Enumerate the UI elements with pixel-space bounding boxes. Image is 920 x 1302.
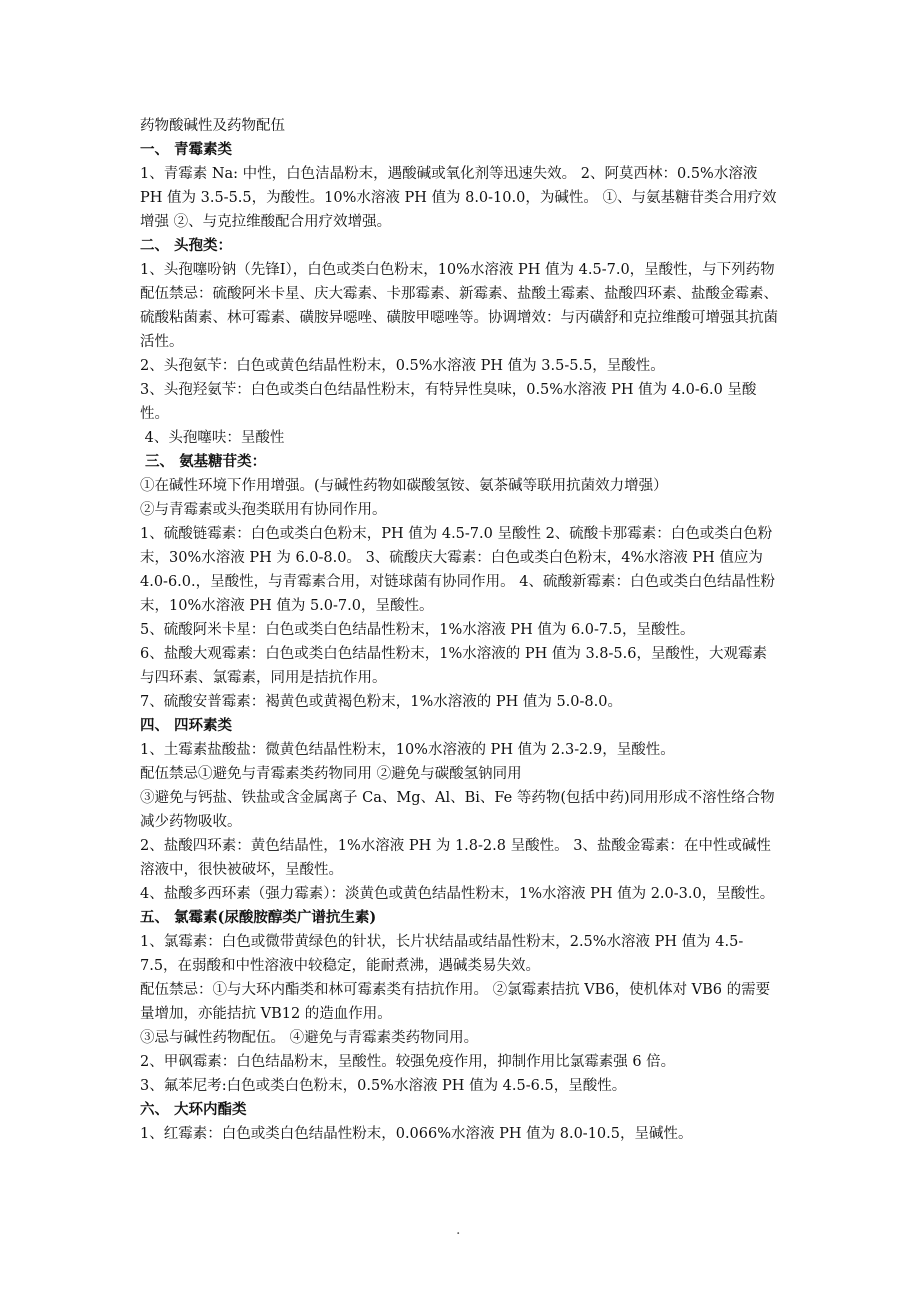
paragraph: ③忌与碱性药物配伍。 ④避免与青霉素类药物同用。 <box>140 1030 479 1046</box>
paragraph: 配伍禁忌：①与大环内酯类和林可霉素类有拮抗作用。 ②氯霉素拮抗 VB6，使机体对 VB6 的需要量增加，亦能拮抗 VB12 的造血作用。 <box>140 982 771 1022</box>
paragraph: 1、氯霉素：白色或微带黄绿色的针状，长片状结晶或结晶性粉末，2.5%水溶液 PH 值为 4.5-7.5，在弱酸和中性溶液中较稳定，能耐煮沸，遇碱类易失效。 <box>140 934 744 974</box>
paragraph: 1、硫酸链霉素：白色或类白色粉末，PH 值为 4.5-7.0 呈酸性 2、硫酸卡那霉素：白色或类白色粉末，30%水溶液 PH 为 6.0-8.0。 3、硫酸庆大霉素：白色或类白色粉末，4%水溶液 PH 值应为 4.0-6.0.，呈酸性，与青霉素合用，对链球菌有协同作用。 4、硫酸新霉素：白色或类白色结晶性粉末，10%水溶液 PH 值为 5.0-7.0，呈酸性。 <box>140 526 775 614</box>
paragraph: ①在碱性环境下作用增强。(与碱性药物如碳酸氢铵、氨茶碱等联用抗菌效力增强） <box>140 478 668 494</box>
section-heading-chloramphenicol: 五、 氯霉素(尿酸胺醇类广谱抗生素) <box>140 909 377 926</box>
paragraph: 2、甲砜霉素：白色结晶粉末，呈酸性。较强免疫作用，抑制作用比氯霉素强 6 倍。 <box>140 1054 676 1070</box>
paragraph: 4、盐酸多西环素（强力霉素）：淡黄色或黄色结晶性粉末，1%水溶液 PH 值为 2.0-3.0，呈酸性。 <box>140 886 775 902</box>
document-body <box>140 114 780 1146</box>
paragraph: 4、头孢噻呋：呈酸性 <box>140 430 285 446</box>
paragraph: 3、头孢羟氨苄：白色或类白色结晶性粉末，有特异性臭味，0.5%水溶液 PH 值为 4.0-6.0 呈酸性。 <box>140 382 757 422</box>
paragraph: 3、氟苯尼考:白色或类白色粉末，0.5%水溶液 PH 值为 4.5-6.5，呈酸性。 <box>140 1078 627 1094</box>
paragraph: ③避免与钙盐、铁盐或含金属离子 Ca、Mg、Al、Bi、Fe 等药物(包括中药)同用形成不溶性络合物减少药物吸收。 <box>140 790 775 830</box>
paragraph: 6、盐酸大观霉素：白色或类白色结晶性粉末，1%水溶液的 PH 值为 3.8-5.6，呈酸性，大观霉素与四环素、氯霉素，同用是拮抗作用。 <box>140 646 767 686</box>
page-footer-mark: . <box>456 1222 461 1238</box>
document-title: 药物酸碱性及药物配伍 <box>140 118 285 134</box>
paragraph: 配伍禁忌①避免与青霉素类药物同用 ②避免与碳酸氢钠同用 <box>140 766 522 782</box>
section-heading-penicillins: 一、 青霉素类 <box>140 141 233 158</box>
section-heading-tetracyclines: 四、 四环素类 <box>140 717 233 734</box>
paragraph: 1、头孢噻吩钠（先锋Ⅰ），白色或类白色粉末，10%水溶液 PH 值为 4.5-7.0，呈酸性，与下列药物配伍禁忌：硫酸阿米卡星、庆大霉素、卡那霉素、新霉素、盐酸土霉素、盐酸四环素、盐酸金霉素、硫酸粘菌素、林可霉素、磺胺异噁唑、磺胺甲噁唑等。协调增效：与丙磺舒和克拉维酸可增强其抗菌活性。 <box>140 262 778 350</box>
paragraph: 2、头孢氨苄：白色或黄色结晶性粉末，0.5%水溶液 PH 值为 3.5-5.5，呈酸性。 <box>140 358 665 374</box>
paragraph: 1、土霉素盐酸盐：微黄色结晶性粉末，10%水溶液的 PH 值为 2.3-2.9，呈酸性。 <box>140 742 675 758</box>
paragraph: 1、青霉素 Na: 中性，白色洁晶粉末，遇酸碱或氧化剂等迅速失效。 2、阿莫西林：0.5%水溶液 PH 值为 3.5-5.5，为酸性。10%水溶液 PH 值为 8.0-10.0，为碱性。 ①、与氨基糖苷类合用疗效增强 ②、与克拉维酸配合用疗效增强。 <box>140 166 777 230</box>
paragraph: 2、盐酸四环素：黄色结晶性，1%水溶液 PH 为 1.8-2.8 呈酸性。 3、盐酸金霉素：在中性或碱性溶液中，很快被破坏，呈酸性。 <box>140 838 771 878</box>
section-heading-cephalosporins: 二、 头孢类： <box>140 237 233 254</box>
paragraph: 1、红霉素：白色或类白色结晶性粉末，0.066%水溶液 PH 值为 8.0-10.5，呈碱性。 <box>140 1126 693 1142</box>
section-heading-aminoglycosides: 三、 氨基糖苷类： <box>140 453 267 470</box>
paragraph: 5、硫酸阿米卡星：白色或类白色结晶性粉末，1%水溶液 PH 值为 6.0-7.5，呈酸性。 <box>140 622 695 638</box>
paragraph: ②与青霉素或头孢类联用有协同作用。 <box>140 502 387 518</box>
paragraph: 7、硫酸安普霉素：褐黄色或黄褐色粉末，1%水溶液的 PH 值为 5.0-8.0。 <box>140 694 622 710</box>
section-heading-macrolides: 六、 大环内酯类 <box>140 1101 247 1118</box>
